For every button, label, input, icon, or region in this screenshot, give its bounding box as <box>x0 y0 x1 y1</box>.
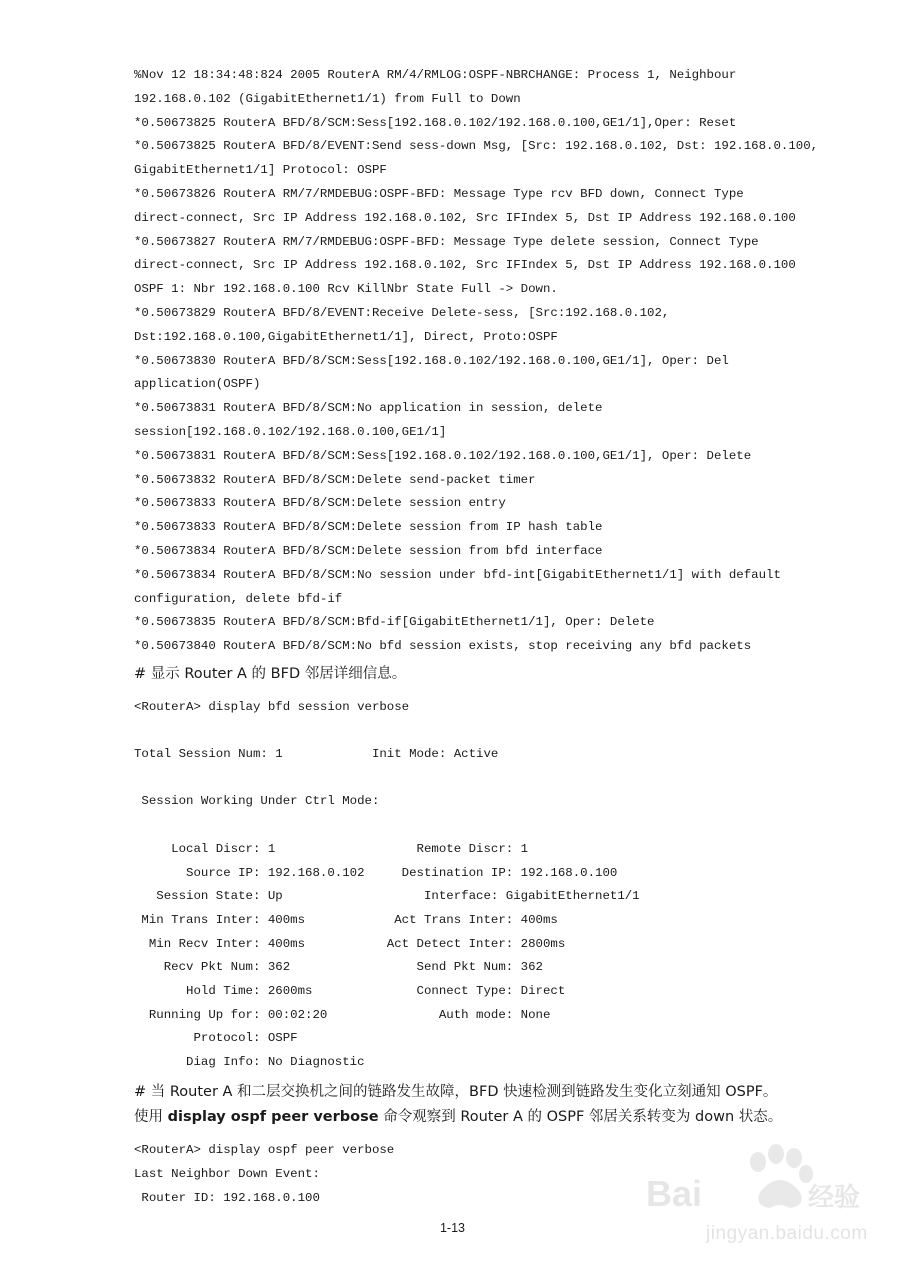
log-line: *0.50673827 RouterA RM/7/RMDEBUG:OSPF-BFD: Message Type delete session, Connect Type <box>134 234 759 249</box>
command-line-ospf: <RouterA> display ospf peer verbose <box>134 1143 395 1157</box>
output-line: Protocol: OSPF <box>134 1031 298 1046</box>
log-line: GigabitEthernet1/1] Protocol: OSPF <box>134 163 387 178</box>
output-line: Recv Pkt Num: 362 Send Pkt Num: 362 <box>134 960 543 975</box>
log-line: direct-connect, Src IP Address 192.168.0.102, Src IFIndex 5, Dst IP Address 192.168.0.100 <box>134 258 796 273</box>
watermark-url: jingyan.baidu.com <box>706 1223 868 1244</box>
output-line: Diag Info: No Diagnostic <box>134 1055 365 1070</box>
baidu-watermark <box>640 1140 870 1260</box>
page-number: 1-13 <box>439 1221 466 1235</box>
log-line: *0.50673830 RouterA BFD/8/SCM:Sess[192.168.0.102/192.168.0.100,GE1/1], Oper: Del <box>134 353 729 368</box>
log-line: *0.50673834 RouterA BFD/8/SCM:Delete session from bfd interface <box>134 544 603 558</box>
output-line: Session Working Under Ctrl Mode: <box>134 794 380 809</box>
section-heading-ospf-line2 <box>134 1107 782 1129</box>
output-line: Last Neighbor Down Event: <box>134 1167 320 1181</box>
log-line: *0.50673835 RouterA BFD/8/SCM:Bfd-if[GigabitEthernet1/1], Oper: Delete <box>134 615 655 630</box>
output-line: Source IP: 192.168.0.102 Destination IP: 192.168.0.100 <box>134 865 618 880</box>
log-line: configuration, delete bfd-if <box>134 591 343 606</box>
log-line: *0.50673831 RouterA BFD/8/SCM:Sess[192.168.0.102/192.168.0.100,GE1/1], Oper: Delete <box>134 448 752 463</box>
svg-text:Bai: Bai <box>646 1173 703 1214</box>
log-line: Dst:192.168.0.100,GigabitEthernet1/1], Direct, Proto:OSPF <box>134 329 558 344</box>
log-line: *0.50673833 RouterA BFD/8/SCM:Delete session entry <box>134 496 506 511</box>
output-line: Hold Time: 2600ms Connect Type: Direct <box>134 984 566 998</box>
log-line: *0.50673832 RouterA BFD/8/SCM:Delete send-packet timer <box>134 472 536 487</box>
output-line: Local Discr: 1 Remote Discr: 1 <box>134 841 529 856</box>
log-line: direct-connect, Src IP Address 192.168.0.102, Src IFIndex 5, Dst IP Address 192.168.0.100 <box>134 210 796 225</box>
log-line: application(OSPF) <box>134 377 261 392</box>
log-line: *0.50673829 RouterA BFD/8/EVENT:Receive Delete-sess, [Src:192.168.0.102, <box>134 306 670 320</box>
log-line: 192.168.0.102 (GigabitEthernet1/1) from Full to Down <box>134 91 521 106</box>
command-line-bfd: <RouterA> display bfd session verbose <box>134 700 410 714</box>
heading-text: 使用 <box>134 1109 168 1125</box>
log-line: *0.50673840 RouterA BFD/8/SCM:No bfd session exists, stop receiving any bfd packets <box>134 639 752 654</box>
section-heading-ospf: # 当 Router A 和二层交换机之间的链路发生故障，BFD 快速检测到链路发生变化立刻通知 OSPF。 <box>134 1084 778 1100</box>
output-line: Min Trans Inter: 400ms Act Trans Inter: 400ms <box>134 912 558 927</box>
heading-text: 命令观察到 Router A 的 OSPF 邻居关系转变为 down 状态。 <box>378 1109 783 1125</box>
log-line: *0.50673825 RouterA BFD/8/SCM:Sess[192.168.0.102/192.168.0.100,GE1/1],Oper: Reset <box>134 115 737 130</box>
output-line: Router ID: 192.168.0.100 <box>134 1191 320 1205</box>
log-line: *0.50673831 RouterA BFD/8/SCM:No application in session, delete <box>134 401 603 416</box>
inline-command: display ospf peer verbose <box>167 1109 379 1125</box>
output-line: Min Recv Inter: 400ms Act Detect Inter: 2800ms <box>134 936 566 951</box>
output-line: Session State: Up Interface: GigabitEthernet1/1 <box>134 889 640 904</box>
baidu-paw-logo <box>640 1140 870 1230</box>
log-line: OSPF 1: Nbr 192.168.0.100 Rcv KillNbr State Full -> Down. <box>134 282 558 297</box>
log-line: %Nov 12 18:34:48:824 2005 RouterA RM/4/RMLOG:OSPF-NBRCHANGE: Process 1, Neighbour <box>134 68 737 82</box>
output-line: Running Up for: 00:02:20 Auth mode: None <box>134 1007 551 1022</box>
section-heading-bfd: # 显示 Router A 的 BFD 邻居详细信息。 <box>134 666 407 682</box>
output-line: Total Session Num: 1 Init Mode: Active <box>134 747 499 761</box>
log-line: *0.50673826 RouterA RM/7/RMDEBUG:OSPF-BFD: Message Type rcv BFD down, Connect Type <box>134 187 744 201</box>
log-line: *0.50673825 RouterA BFD/8/EVENT:Send sess-down Msg, [Src: 192.168.0.102, Dst: 192.168.0.100, <box>134 139 819 154</box>
log-line: session[192.168.0.102/192.168.0.100,GE1/1] <box>134 425 447 439</box>
log-line: *0.50673833 RouterA BFD/8/SCM:Delete session from IP hash table <box>134 520 603 535</box>
log-line: *0.50673834 RouterA BFD/8/SCM:No session under bfd-int[GigabitEthernet1/1] with default <box>134 567 781 582</box>
svg-text:经验: 经验 <box>808 1182 861 1212</box>
